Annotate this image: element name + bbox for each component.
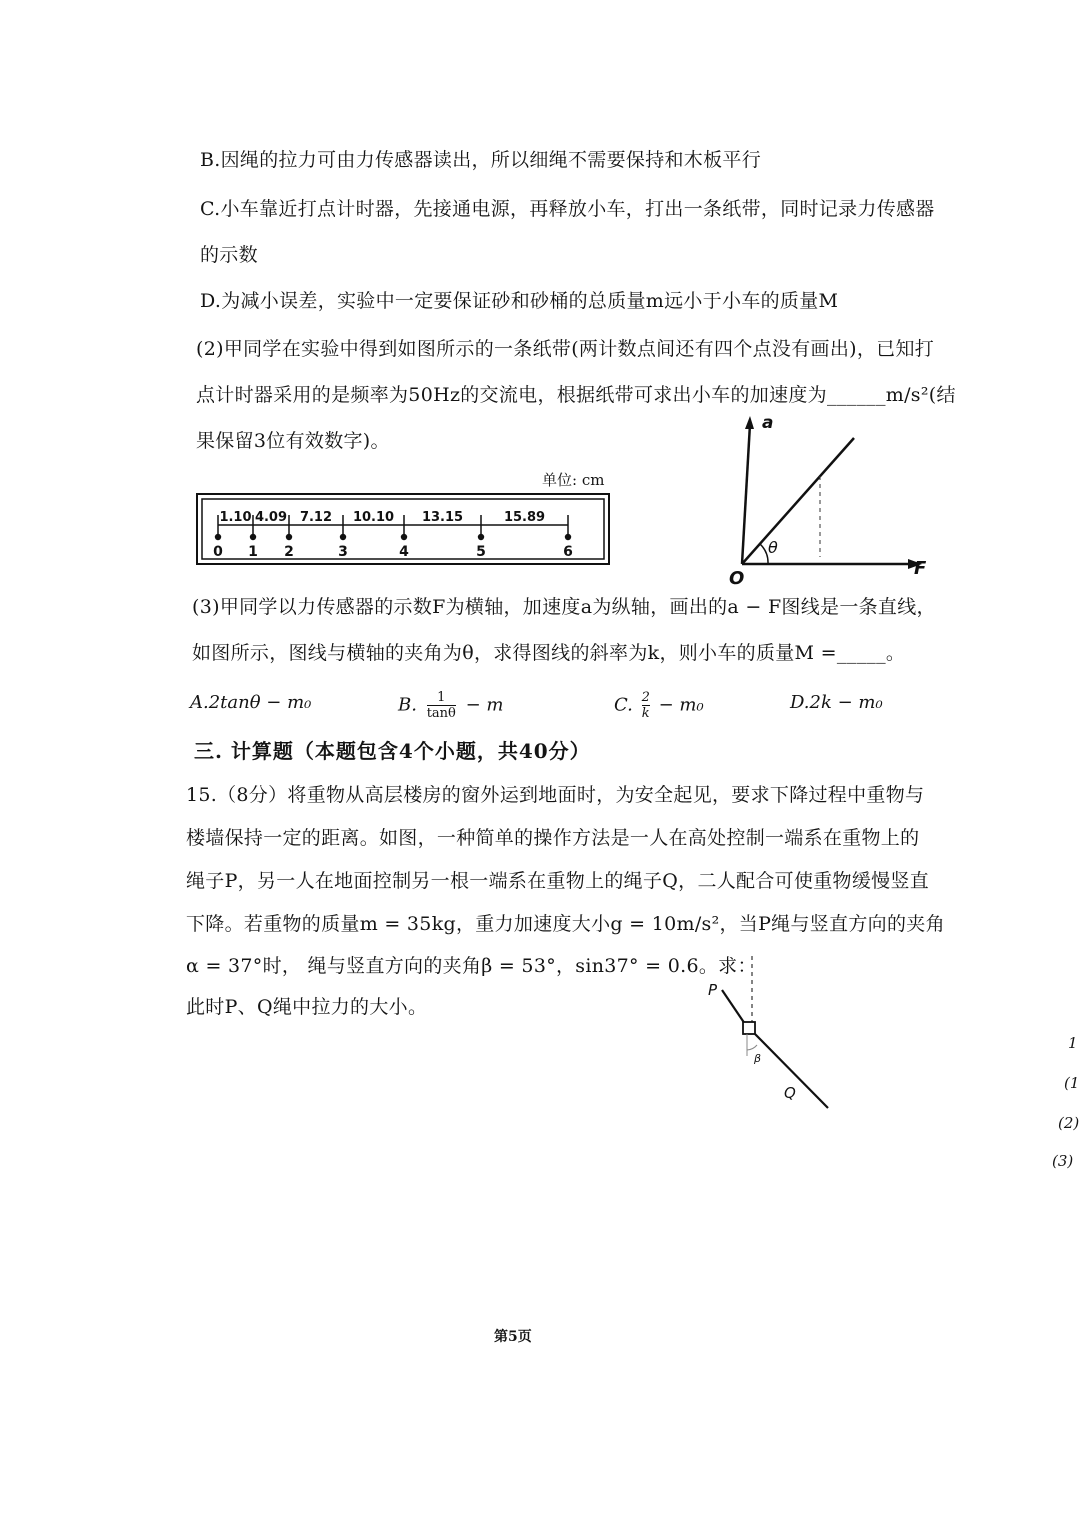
- y-axis: [742, 424, 750, 564]
- tape-segment-label-5: 15.89: [503, 510, 546, 525]
- tape-point-label-0: 0: [213, 544, 223, 560]
- margin-fragment-1: 1: [1068, 1034, 1078, 1052]
- option-c-text: C.小车靠近打点计时器，先接通电源，再释放小车，打出一条纸带，同时记录力传感器: [200, 198, 935, 220]
- choice-b-numerator: 1: [427, 690, 456, 706]
- tape-point-label-6: 6: [563, 544, 573, 560]
- angle-label: θ: [768, 538, 778, 557]
- tape-segment-label-1: 4.09: [254, 510, 288, 525]
- choice-b-prefix: B.: [398, 694, 417, 716]
- tape-unit-label: 单位: cm: [542, 471, 605, 489]
- rope-p: [722, 990, 745, 1024]
- tape-point-dot-5: [478, 534, 484, 540]
- margin-fragment-4: (3): [1052, 1152, 1074, 1170]
- tape-point-dot-1: [250, 534, 256, 540]
- choice-d: D.2k − m₀: [790, 692, 883, 713]
- y-axis-arrow: [745, 416, 754, 429]
- q15-text-line3: 绳子P，另一人在地面控制另一根一端系在重物上的绳子Q，二人配合可使重物缓慢竖直: [186, 870, 930, 892]
- tape-point-dot-4: [401, 534, 407, 540]
- choice-b-denominator: tanθ: [426, 706, 456, 721]
- q15-text-line6: 此时P、Q绳中拉力的大小。: [186, 996, 428, 1018]
- p-label: P: [708, 981, 718, 999]
- tape-point-label-2: 2: [284, 544, 294, 560]
- choice-c-prefix: C.: [614, 694, 633, 716]
- choice-b-suffix: − m: [465, 694, 504, 716]
- page-number: 第5页: [494, 1329, 532, 1345]
- tape-point-dot-3: [340, 534, 346, 540]
- q15-text-line5: α = 37°时， 绳与竖直方向的夹角β = 53°，sin37° = 0.6。求：: [186, 955, 757, 977]
- option-b-text: B.因绳的拉力可由力传感器读出，所以细绳不需要保持和木板平行: [200, 149, 762, 171]
- tape-point-label-5: 5: [476, 544, 486, 560]
- tape-segment-label-2: 7.12: [299, 510, 333, 525]
- section-heading: 三. 计算题（本题包含4个小题，共40分）: [194, 739, 591, 763]
- ticker-tape-figure: [196, 492, 616, 572]
- q-label: Q: [784, 1084, 796, 1102]
- x-axis-label: F: [914, 558, 927, 579]
- part3-text-line2: 如图所示，图线与横轴的夹角为θ，求得图线的斜率为k，则小车的质量M =_____。: [192, 642, 906, 664]
- tape-point-label-1: 1: [248, 544, 258, 560]
- choice-b-fraction: [427, 690, 456, 721]
- tape-segment-label-0: 1.10: [219, 510, 252, 525]
- option-c-continuation: 的示数: [200, 244, 258, 266]
- part2-text-line2: 点计时器采用的是频率为50Hz的交流电，根据纸带可求出小车的加速度为______m/s²(结: [196, 384, 956, 406]
- tape-segment-label-4: 13.15: [421, 510, 464, 525]
- choice-c-fraction: [642, 690, 650, 721]
- choice-c-suffix: − m₀: [658, 694, 704, 716]
- margin-fragment-3: (2): [1058, 1114, 1080, 1132]
- weight-box: [743, 1022, 755, 1034]
- tape-point-dot-6: [565, 534, 571, 540]
- tape-segment-label-3: 10.10: [352, 510, 395, 525]
- option-d-text: D.为减小误差，实验中一定要保证砂和砂桶的总质量m远小于小车的质量M: [200, 290, 839, 312]
- angle-arc: [760, 544, 768, 564]
- choice-c-denominator: k: [641, 706, 650, 721]
- part3-text-line1: (3)甲同学以力传感器的示数F为横轴，加速度a为纵轴，画出的a − F图线是一条直线，: [192, 596, 936, 618]
- fit-line: [742, 438, 854, 564]
- q15-text-line2: 楼墙保持一定的距离。如图，一种简单的操作方法是一人在高处控制一端系在重物上的: [186, 827, 920, 849]
- tape-point-dot-0: [215, 534, 221, 540]
- choice-b: [398, 690, 503, 721]
- a-f-graph: [724, 412, 944, 587]
- rope-figure: [700, 950, 840, 1125]
- q15-text-line4: 下降。若重物的质量m = 35kg，重力加速度大小g = 10m/s²，当P绳与竖直方向的夹角: [186, 913, 945, 935]
- y-axis-label: a: [762, 413, 774, 433]
- origin-label: O: [729, 568, 745, 589]
- tape-point-dot-2: [286, 534, 292, 540]
- tape-point-label-3: 3: [338, 544, 348, 560]
- beta-label: β: [754, 1052, 762, 1065]
- q15-text-line1: 15.（8分）将重物从高层楼房的窗外运到地面时，为安全起见，要求下降过程中重物与: [186, 784, 925, 806]
- beta-arc: [747, 1045, 757, 1050]
- margin-fragment-2: (1: [1064, 1074, 1080, 1092]
- tape-point-label-4: 4: [399, 544, 409, 560]
- choice-c-numerator: 2: [641, 690, 650, 705]
- part2-text-line1: (2)甲同学在实验中得到如图所示的一条纸带(两计数点间还有四个点没有画出)，已知打: [196, 338, 935, 360]
- choice-c: [614, 690, 704, 721]
- part2-text-line3: 果保留3位有效数字)。: [196, 430, 390, 452]
- choice-a: A.2tanθ − m₀: [190, 692, 312, 713]
